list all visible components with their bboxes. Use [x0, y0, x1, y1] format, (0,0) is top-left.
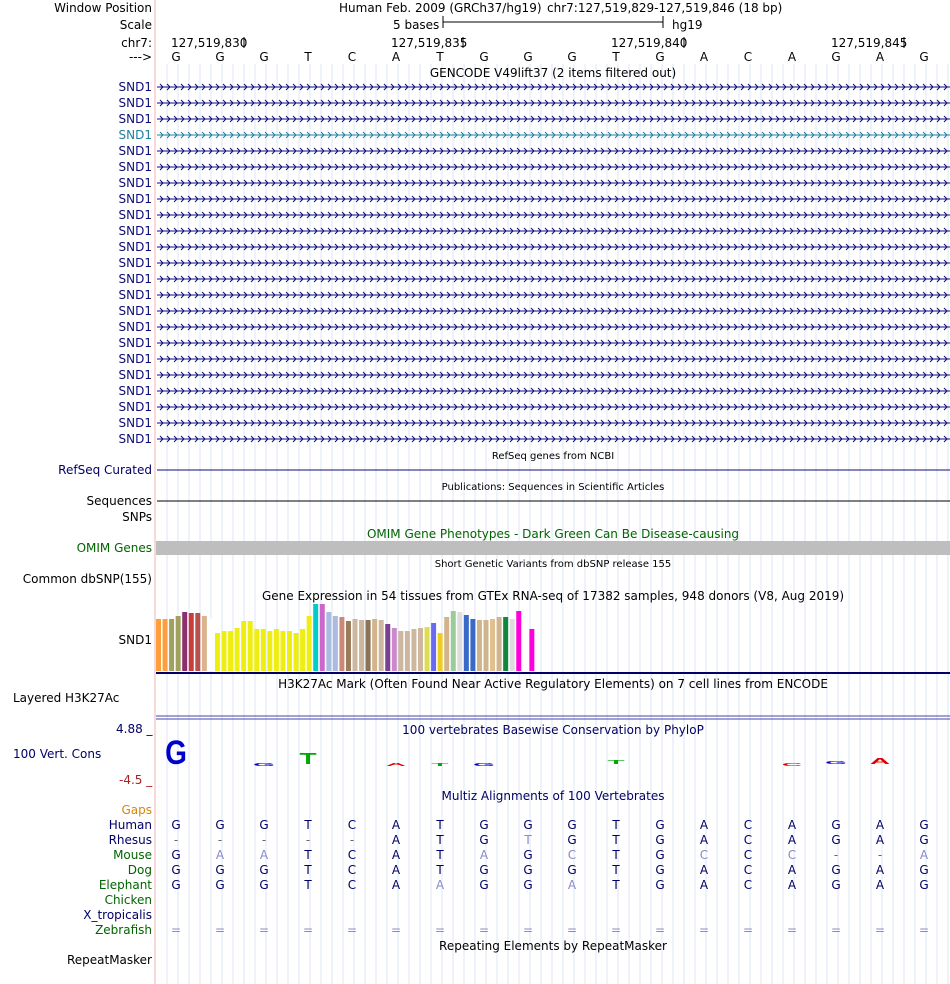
dbsnp-track-title[interactable]: Short Genetic Variants from dbSNP release 155: [434, 559, 672, 570]
alignment-base: =: [610, 923, 622, 937]
alignment-base: =: [478, 923, 490, 937]
gtex-bar: [261, 629, 266, 671]
gtex-bar: [326, 612, 331, 671]
alignment-base: G: [479, 863, 489, 877]
alignment-base: G: [171, 848, 181, 862]
reference-base: T: [436, 50, 444, 64]
gtex-bar: [470, 619, 475, 671]
alignment-base: T: [436, 818, 444, 832]
alignment-base: G: [171, 818, 181, 832]
alignment-base: G: [655, 863, 665, 877]
gtex-bar: [431, 623, 436, 671]
alignment-base: =: [830, 923, 842, 937]
scale-db-label: hg19: [672, 18, 703, 32]
alignment-base: C: [787, 848, 797, 862]
gtex-bar: [215, 633, 220, 671]
reference-base: G: [523, 50, 533, 64]
alignment-base: -: [305, 833, 311, 847]
alignment-base: G: [215, 818, 225, 832]
reference-base: T: [304, 50, 312, 64]
phylop-letter: T: [431, 762, 449, 768]
alignment-base: -: [217, 833, 223, 847]
gencode-transcript-label[interactable]: SND1: [118, 96, 152, 110]
gtex-bar: [405, 631, 410, 671]
reference-base: G: [831, 50, 841, 64]
alignment-base: G: [567, 833, 577, 847]
gencode-track-title[interactable]: GENCODE V49lift37 (2 items filtered out): [429, 66, 677, 80]
species-label[interactable]: Dog: [127, 863, 152, 877]
gtex-bar: [280, 631, 285, 671]
cons-max-label: 4.88 _: [116, 722, 153, 736]
reference-base: A: [391, 50, 401, 64]
species-label[interactable]: Chicken: [104, 893, 152, 907]
gtex-bar: [333, 616, 338, 671]
alignment-base: =: [170, 923, 182, 937]
coordinate-tick: 127,519,830: [171, 36, 248, 50]
alignment-base: =: [654, 923, 666, 937]
alignment-base: =: [566, 923, 578, 937]
gtex-bar: [313, 604, 318, 671]
reference-base: T: [612, 50, 620, 64]
alignment-base: A: [699, 833, 709, 847]
alignment-base: C: [743, 833, 753, 847]
alignment-base: T: [304, 848, 312, 862]
alignment-base: T: [612, 818, 620, 832]
gtex-bar: [346, 621, 351, 671]
alignment-base: G: [479, 878, 489, 892]
alignment-base: A: [919, 848, 929, 862]
gtex-bar: [372, 619, 377, 671]
phylop-letter: G: [165, 733, 187, 772]
cons-label[interactable]: 100 Vert. Cons: [13, 747, 102, 761]
gtex-bar: [176, 616, 181, 671]
gencode-transcript-label[interactable]: SND1: [118, 288, 152, 302]
gencode-transcript-label[interactable]: SND1: [118, 336, 152, 350]
phylop-letter: G: [825, 759, 847, 766]
alignment-base: G: [171, 878, 181, 892]
gencode-transcript-label[interactable]: SND1: [118, 320, 152, 334]
reference-base: A: [875, 50, 885, 64]
gtex-bar: [307, 616, 312, 671]
alignment-base: A: [787, 863, 797, 877]
alignment-base: C: [743, 848, 753, 862]
alignment-base: =: [786, 923, 798, 937]
alignment-base: G: [523, 818, 533, 832]
alignment-base: G: [655, 818, 665, 832]
repeatmasker-track-title[interactable]: Repeating Elements by RepeatMasker: [439, 939, 667, 953]
alignment-base: C: [699, 848, 709, 862]
alignment-base: G: [655, 833, 665, 847]
species-label[interactable]: Mouse: [113, 848, 152, 862]
gtex-bar: [438, 633, 443, 671]
alignment-base: -: [877, 848, 883, 862]
species-label[interactable]: Zebrafish: [95, 923, 152, 937]
reference-base: C: [743, 50, 753, 64]
alignment-base: A: [391, 833, 401, 847]
cons-min-label: -4.5 _: [119, 773, 153, 787]
gtex-bar: [444, 617, 449, 671]
alignment-base: A: [435, 878, 445, 892]
scale-bar-text: 5 bases: [393, 18, 440, 32]
alignment-base: T: [612, 863, 620, 877]
alignment-base: G: [655, 878, 665, 892]
gencode-transcript-label[interactable]: SND1: [118, 176, 152, 190]
alignment-base: G: [831, 833, 841, 847]
alignment-base: C: [347, 818, 357, 832]
alignment-base: =: [698, 923, 710, 937]
gtex-bar: [222, 631, 227, 671]
alignment-base: G: [215, 863, 225, 877]
snps-label[interactable]: SNPs: [122, 510, 152, 524]
gencode-transcript-label[interactable]: SND1: [118, 368, 152, 382]
alignment-base: =: [874, 923, 886, 937]
gtex-gene-label[interactable]: SND1: [118, 633, 152, 647]
alignment-base: G: [479, 833, 489, 847]
alignment-base: G: [919, 818, 929, 832]
gtex-bar: [411, 629, 416, 671]
gtex-bar: [385, 624, 390, 671]
alignment-base: G: [171, 863, 181, 877]
gtex-bar: [529, 629, 534, 671]
alignment-base: =: [522, 923, 534, 937]
alignment-base: C: [347, 863, 357, 877]
alignment-base: A: [787, 818, 797, 832]
gtex-bar: [398, 631, 403, 671]
phylop-letter: T: [607, 759, 625, 766]
position-label: chr7:127,519,829-127,519,846 (18 bp): [547, 1, 783, 15]
scale-label: Scale: [119, 18, 152, 32]
gtex-bar: [202, 616, 207, 671]
phylop-letter: A: [869, 756, 891, 767]
gencode-transcript-label[interactable]: SND1: [118, 208, 152, 222]
omim-label[interactable]: OMIM Genes: [76, 541, 152, 555]
phylop-letter: G: [253, 762, 275, 768]
gencode-transcript-label[interactable]: SND1: [118, 304, 152, 318]
gtex-track-title[interactable]: Gene Expression in 54 tissues from GTEx RNA-seq of 17382 samples, 948 donors (V8, Aug 2019): [261, 589, 845, 603]
alignment-base: G: [259, 878, 269, 892]
reference-base: A: [699, 50, 709, 64]
phylop-letter: T: [299, 750, 317, 768]
alignment-base: =: [214, 923, 226, 937]
gencode-transcript-label[interactable]: SND1: [118, 112, 152, 126]
gtex-bar: [516, 611, 521, 671]
gencode-transcript-label[interactable]: SND1: [118, 240, 152, 254]
gtex-bar: [366, 620, 371, 671]
alignment-base: T: [304, 863, 312, 877]
alignment-base: =: [918, 923, 930, 937]
repeatmasker-label[interactable]: RepeatMasker: [66, 953, 152, 967]
gtex-bar: [510, 619, 515, 671]
gtex-bar: [241, 621, 246, 671]
common-dbsnp-label[interactable]: Common dbSNP(155): [22, 572, 152, 586]
alignment-base: -: [261, 833, 267, 847]
species-label[interactable]: X_tropicalis: [83, 908, 152, 922]
alignment-base: =: [258, 923, 270, 937]
alignment-base: C: [743, 878, 753, 892]
gtex-bar: [235, 628, 240, 671]
gtex-bar: [451, 611, 456, 671]
alignment-base: =: [346, 923, 358, 937]
gtex-bar: [503, 617, 508, 671]
alignment-base: A: [699, 878, 709, 892]
phylop-letter: G: [473, 762, 495, 768]
alignment-base: A: [875, 818, 885, 832]
alignment-base: A: [391, 818, 401, 832]
strand-label: --->: [128, 50, 152, 64]
gtex-bar: [359, 620, 364, 671]
alignment-base: T: [436, 863, 444, 877]
alignment-base: G: [919, 833, 929, 847]
alignment-base: G: [567, 863, 577, 877]
reference-base: G: [919, 50, 929, 64]
h3k27ac-track-title[interactable]: H3K27Ac Mark (Often Found Near Active Regulatory Elements) on 7 cell lines from ENCODE: [278, 677, 828, 691]
gencode-transcript-label[interactable]: SND1: [118, 144, 152, 158]
alignment-base: T: [612, 833, 620, 847]
gencode-transcript-label[interactable]: SND1: [118, 192, 152, 206]
gtex-bar: [274, 629, 279, 671]
gencode-transcript-label[interactable]: SND1: [118, 128, 152, 142]
alignment-base: G: [831, 878, 841, 892]
gtex-bar: [484, 620, 489, 671]
chrom-label: chr7:: [121, 36, 152, 50]
alignment-base: G: [523, 848, 533, 862]
alignment-base: A: [787, 878, 797, 892]
phylop-letter: C: [781, 762, 803, 768]
alignment-base: G: [259, 818, 269, 832]
refseq-label[interactable]: RefSeq Curated: [58, 463, 152, 477]
alignment-base: A: [259, 848, 269, 862]
species-label[interactable]: Elephant: [98, 878, 152, 892]
alignment-base: G: [215, 878, 225, 892]
omim-gene-bar: [156, 541, 950, 555]
gtex-bar: [425, 627, 430, 671]
gtex-bar: [490, 619, 495, 671]
gtex-bar: [457, 612, 462, 671]
alignment-base: T: [524, 833, 532, 847]
gtex-bar: [497, 617, 502, 671]
gtex-bar: [195, 613, 200, 671]
refseq-track-title[interactable]: RefSeq genes from NCBI: [491, 451, 615, 462]
reference-base: C: [347, 50, 357, 64]
alignment-base: T: [304, 878, 312, 892]
assembly-label: Human Feb. 2009 (GRCh37/hg19): [339, 1, 542, 15]
gtex-bar: [267, 631, 272, 671]
gtex-bar: [464, 615, 469, 671]
alignment-base: =: [390, 923, 402, 937]
reference-base: G: [259, 50, 269, 64]
phylop-track-title[interactable]: 100 vertebrates Basewise Conservation by PhyloP: [402, 723, 704, 737]
gencode-transcript-label[interactable]: SND1: [118, 160, 152, 174]
reference-base: G: [655, 50, 665, 64]
gtex-bar: [248, 621, 253, 671]
gencode-transcript-label[interactable]: SND1: [118, 80, 152, 94]
gtex-bar: [418, 628, 423, 671]
alignment-base: -: [833, 848, 839, 862]
h3k27ac-label[interactable]: Layered H3K27Ac: [13, 691, 120, 705]
gencode-transcript-label[interactable]: SND1: [118, 416, 152, 430]
alignment-base: T: [612, 878, 620, 892]
sequences-label[interactable]: Sequences: [86, 494, 152, 508]
alignment-base: A: [391, 848, 401, 862]
gtex-bar: [353, 619, 358, 671]
gtex-bar: [208, 619, 213, 671]
omim-track-title[interactable]: OMIM Gene Phenotypes - Dark Green Can Be Disease-causing: [366, 527, 740, 541]
alignment-base: A: [875, 878, 885, 892]
alignment-base: A: [875, 833, 885, 847]
gtex-bar: [477, 620, 482, 671]
alignment-base: G: [479, 818, 489, 832]
alignment-base: A: [215, 848, 225, 862]
gtex-bar: [300, 629, 305, 671]
alignment-base: C: [347, 848, 357, 862]
coordinate-tick: 127,519,845: [831, 36, 908, 50]
alignment-base: =: [742, 923, 754, 937]
alignment-base: G: [919, 863, 929, 877]
gencode-transcript-label[interactable]: SND1: [118, 272, 152, 286]
alignment-base: G: [523, 878, 533, 892]
alignment-base: C: [743, 818, 753, 832]
alignment-base: A: [391, 863, 401, 877]
gtex-bar: [156, 619, 161, 671]
gencode-transcript-label[interactable]: SND1: [118, 432, 152, 446]
alignment-base: T: [612, 848, 620, 862]
alignment-base: -: [349, 833, 355, 847]
coordinate-tick: 127,519,835: [391, 36, 468, 50]
gencode-transcript-label[interactable]: SND1: [118, 352, 152, 366]
alignment-base: =: [302, 923, 314, 937]
coordinate-tick: 127,519,840: [611, 36, 688, 50]
reference-base: G: [479, 50, 489, 64]
gtex-bar: [228, 631, 233, 671]
gtex-bar: [182, 612, 187, 671]
alignment-base: G: [567, 818, 577, 832]
alignment-base: A: [699, 863, 709, 877]
gtex-bar: [392, 628, 397, 671]
gtex-bar: [379, 620, 384, 671]
alignment-base: C: [347, 878, 357, 892]
multiz-track-title[interactable]: Multiz Alignments of 100 Vertebrates: [441, 789, 665, 803]
gtex-bar: [320, 604, 325, 671]
species-label[interactable]: Human: [108, 818, 152, 832]
alignment-base: -: [173, 833, 179, 847]
species-label[interactable]: Rhesus: [108, 833, 152, 847]
gtex-bar: [163, 619, 168, 671]
gencode-transcript-label[interactable]: SND1: [118, 224, 152, 238]
phylop-letter: A: [385, 762, 407, 768]
alignment-base: A: [391, 878, 401, 892]
gtex-bar: [189, 613, 194, 671]
gencode-transcript-label[interactable]: SND1: [118, 256, 152, 270]
alignment-base: C: [743, 863, 753, 877]
gtex-bar: [339, 617, 344, 671]
alignment-base: T: [436, 848, 444, 862]
alignment-base: A: [699, 818, 709, 832]
gtex-bar: [254, 629, 259, 671]
alignment-base: C: [567, 848, 577, 862]
reference-base: G: [171, 50, 181, 64]
gencode-transcript-label[interactable]: SND1: [118, 384, 152, 398]
alignment-base: G: [831, 818, 841, 832]
alignment-base: A: [787, 833, 797, 847]
reference-base: G: [215, 50, 225, 64]
reference-base: G: [567, 50, 577, 64]
alignment-base: G: [831, 863, 841, 877]
reference-base: A: [787, 50, 797, 64]
window-position-label: Window Position: [54, 1, 152, 15]
alignment-base: G: [655, 848, 665, 862]
alignment-base: G: [259, 863, 269, 877]
alignment-base: A: [875, 863, 885, 877]
gtex-bar: [287, 631, 292, 671]
gtex-bar: [523, 617, 528, 671]
alignment-base: A: [479, 848, 489, 862]
alignment-base: T: [436, 833, 444, 847]
alignment-base: =: [434, 923, 446, 937]
alignment-base: G: [523, 863, 533, 877]
gtex-bar: [294, 633, 299, 671]
alignment-base: A: [567, 878, 577, 892]
alignment-base: T: [304, 818, 312, 832]
gaps-label[interactable]: Gaps: [121, 803, 152, 817]
gencode-transcript-label[interactable]: SND1: [118, 400, 152, 414]
publications-track-title[interactable]: Publications: Sequences in Scientific Articles: [441, 482, 665, 493]
alignment-base: G: [919, 878, 929, 892]
gtex-bar: [169, 619, 174, 671]
